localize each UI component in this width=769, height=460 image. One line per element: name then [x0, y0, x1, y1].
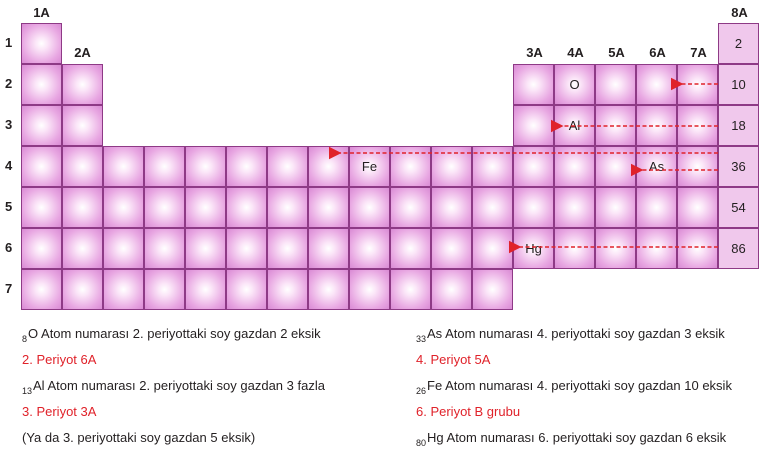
- period-label-1: 1: [5, 35, 13, 50]
- group-label-5a: 5A: [608, 45, 625, 60]
- group-label-2a: 2A: [74, 45, 91, 60]
- hg-atomic-number: 80: [416, 438, 427, 448]
- note-fe-text: Fe Atom numarası 4. periyottaki soy gazdan 10 eksik: [427, 378, 732, 393]
- note-al: [22, 378, 325, 396]
- group-label-3a: 3A: [526, 45, 543, 60]
- group-label-1a: 1A: [33, 5, 50, 20]
- period-label-6: 6: [5, 240, 13, 255]
- group-label-4a: 4A: [567, 45, 584, 60]
- noble-gas-cell-period-5: 54: [718, 187, 759, 228]
- element-as: As: [636, 146, 677, 187]
- group-label-8a: 8A: [731, 5, 748, 20]
- element-hg: Hg: [513, 228, 554, 269]
- period-label-4: 4: [5, 158, 13, 173]
- result-o: 2. Periyot 6A: [22, 352, 97, 367]
- note-al-text: Al Atom numarası 2. periyottaki soy gazdan 3 fazla: [33, 378, 325, 393]
- note-fe: [416, 378, 732, 396]
- note-hg-text: Hg Atom numarası 6. periyottaki soy gazdan 6 eksik: [427, 430, 727, 445]
- noble-gas-cell-period-4: 36: [718, 146, 759, 187]
- period-label-3: 3: [5, 117, 13, 132]
- group-label-7a: 7A: [690, 45, 707, 60]
- noble-gas-cell-period-6: 86: [718, 228, 759, 269]
- note-o: [22, 326, 321, 344]
- noble-gas-cell-period-1: 2: [718, 23, 759, 64]
- element-fe: Fe: [349, 146, 390, 187]
- note-o-text: O Atom numarası 2. periyottaki soy gazdan 2 eksik: [28, 326, 321, 341]
- period-label-7: 7: [5, 281, 13, 296]
- result-as: 4. Periyot 5A: [416, 352, 491, 367]
- note-hg: [416, 430, 727, 448]
- period-label-2: 2: [5, 76, 13, 91]
- period-label-5: 5: [5, 199, 13, 214]
- note-as-text: As Atom numarası 4. periyottaki soy gazdan 3 eksik: [427, 326, 725, 341]
- element-o: O: [554, 64, 595, 105]
- note-al-alt: (Ya da 3. periyottaki soy gazdan 5 eksik): [22, 430, 256, 445]
- al-atomic-number: 13: [22, 386, 33, 396]
- fe-atomic-number: 26: [416, 386, 427, 396]
- result-al: 3. Periyot 3A: [22, 404, 97, 419]
- group-label-6a: 6A: [649, 45, 666, 60]
- element-al: Al: [554, 105, 595, 146]
- as-atomic-number: 33: [416, 334, 427, 344]
- noble-gas-cell-period-3: 18: [718, 105, 759, 146]
- result-fe: 6. Periyot B grubu: [416, 404, 521, 419]
- noble-gas-cell-period-2: 10: [718, 64, 759, 105]
- note-as: [416, 326, 725, 344]
- o-atomic-number: 8: [22, 334, 28, 344]
